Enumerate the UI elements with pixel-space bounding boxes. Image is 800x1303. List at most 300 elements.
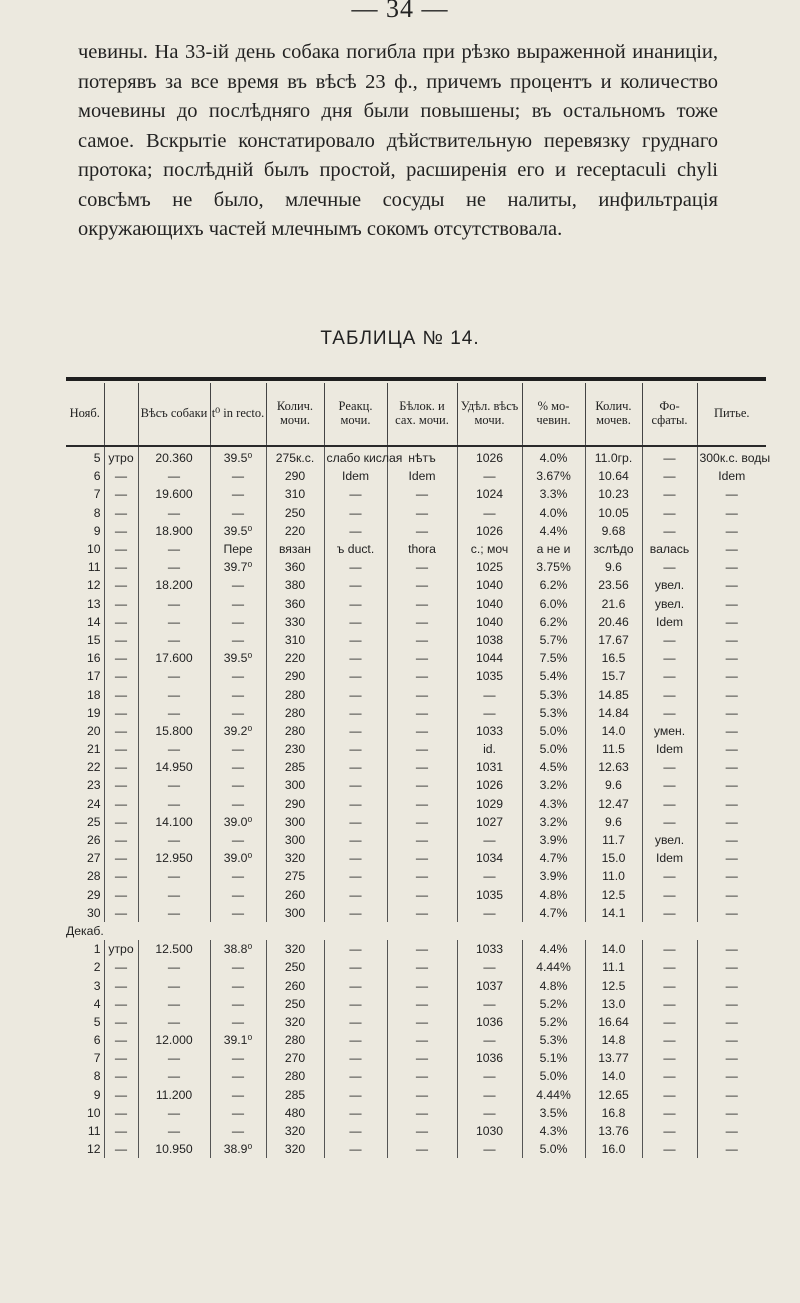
cell-specific-gravity: — xyxy=(457,685,522,703)
cell-drink: — xyxy=(697,995,766,1013)
cell-time: — xyxy=(104,1013,138,1031)
cell-phosphates: Idem xyxy=(642,613,697,631)
cell-phosphates: — xyxy=(642,1049,697,1067)
cell-specific-gravity: — xyxy=(457,831,522,849)
cell-urea-qty: 11.5 xyxy=(585,740,642,758)
cell-specific-gravity: 1026 xyxy=(457,443,522,467)
cell-urea-qty: 12.5 xyxy=(585,886,642,904)
cell-drink: — xyxy=(697,595,766,613)
cell-drink: 300к.с. воды xyxy=(697,443,766,467)
cell-temperature: 38.9⁰ xyxy=(210,1140,266,1158)
cell-weight: — xyxy=(138,904,210,922)
cell-temperature: — xyxy=(210,504,266,522)
cell-time: — xyxy=(104,758,138,776)
cell-specific-gravity: — xyxy=(457,704,522,722)
cell-specific-gravity: — xyxy=(457,867,522,885)
cell-drink: — xyxy=(697,813,766,831)
table-row xyxy=(66,886,766,904)
cell-reaction: ъ duct. xyxy=(324,540,387,558)
cell-protein-sugar: — xyxy=(387,722,457,740)
cell-weight: 20.360 xyxy=(138,443,210,467)
cell-drink: — xyxy=(697,1031,766,1049)
cell-temperature: — xyxy=(210,776,266,794)
table-row xyxy=(66,922,766,940)
cell-specific-gravity: 1035 xyxy=(457,886,522,904)
cell-day: 7 xyxy=(93,487,101,502)
cell-urea-qty: 12.5 xyxy=(585,976,642,994)
cell-phosphates: — xyxy=(642,649,697,667)
cell-drink: — xyxy=(697,1086,766,1104)
cell-phosphates: — xyxy=(642,940,697,958)
cell-urea-qty: 9.6 xyxy=(585,776,642,794)
cell-urea-qty: 14.0 xyxy=(585,940,642,958)
cell-day: 22 xyxy=(86,760,101,775)
cell-urea-qty: 13.77 xyxy=(585,1049,642,1067)
cell-temperature: — xyxy=(210,613,266,631)
cell-urine-qty: 280 xyxy=(266,722,324,740)
cell-urea-qty: 11.0гр. xyxy=(585,443,642,467)
cell-weight: — xyxy=(138,1067,210,1085)
cell-urine-qty: 480 xyxy=(266,1104,324,1122)
cell-urea-percent: 5.3% xyxy=(522,704,585,722)
cell-day: 26 xyxy=(86,833,101,848)
cell-specific-gravity: 1033 xyxy=(457,722,522,740)
cell-urine-qty: 230 xyxy=(266,740,324,758)
cell-weight: 12.950 xyxy=(138,849,210,867)
cell-temperature: 38.8⁰ xyxy=(210,940,266,958)
cell-time: — xyxy=(104,1067,138,1085)
cell-urine-qty: вязан xyxy=(266,540,324,558)
header-temperature: t⁰ in recto. xyxy=(210,383,266,443)
cell-reaction: — xyxy=(324,576,387,594)
cell-time: — xyxy=(104,504,138,522)
table-row xyxy=(66,776,766,794)
cell-time: — xyxy=(104,558,138,576)
cell-urea-qty: 10.64 xyxy=(585,467,642,485)
cell-time: утро xyxy=(104,443,138,467)
cell-phosphates: увел. xyxy=(642,576,697,594)
cell-weight: — xyxy=(138,976,210,994)
cell-urea-qty: 14.84 xyxy=(585,704,642,722)
cell-urea-percent: 4.3% xyxy=(522,795,585,813)
month-label: Декаб. xyxy=(66,923,104,938)
cell-day: 13 xyxy=(86,596,101,611)
cell-drink: — xyxy=(697,576,766,594)
cell-time: — xyxy=(104,576,138,594)
cell-urine-qty: 320 xyxy=(266,1140,324,1158)
cell-urea-qty: 12.65 xyxy=(585,1086,642,1104)
cell-urea-qty: 9.6 xyxy=(585,813,642,831)
cell-phosphates: — xyxy=(642,504,697,522)
cell-phosphates: — xyxy=(642,485,697,503)
cell-day: 6 xyxy=(93,1033,101,1048)
cell-urea-qty: 13.0 xyxy=(585,995,642,1013)
cell-protein-sugar: — xyxy=(387,558,457,576)
table-row xyxy=(66,504,766,522)
cell-specific-gravity: 1036 xyxy=(457,1013,522,1031)
cell-time: — xyxy=(104,813,138,831)
cell-weight: — xyxy=(138,1013,210,1031)
table-row xyxy=(66,540,766,558)
cell-drink: — xyxy=(697,685,766,703)
table-row xyxy=(66,631,766,649)
cell-temperature: 39.7⁰ xyxy=(210,558,266,576)
cell-urea-percent: 4.0% xyxy=(522,443,585,467)
table-row xyxy=(66,704,766,722)
cell-urine-qty: 360 xyxy=(266,595,324,613)
cell-urine-qty: 280 xyxy=(266,1031,324,1049)
cell-urea-qty: 17.67 xyxy=(585,631,642,649)
cell-day: 1 xyxy=(93,942,101,957)
table-row xyxy=(66,813,766,831)
cell-urea-percent: 5.0% xyxy=(522,722,585,740)
cell-temperature: Пере xyxy=(210,540,266,558)
cell-protein-sugar: — xyxy=(387,849,457,867)
cell-protein-sugar: — xyxy=(387,613,457,631)
cell-weight: — xyxy=(138,740,210,758)
cell-day: 12 xyxy=(86,1142,101,1157)
cell-weight: — xyxy=(138,631,210,649)
cell-day: 17 xyxy=(86,669,101,684)
cell-phosphates: — xyxy=(642,1086,697,1104)
cell-reaction: — xyxy=(324,995,387,1013)
cell-day: 11 xyxy=(87,1124,101,1139)
cell-weight: 14.950 xyxy=(138,758,210,776)
cell-temperature: 39.5⁰ xyxy=(210,649,266,667)
cell-temperature: — xyxy=(210,1104,266,1122)
cell-weight: — xyxy=(138,831,210,849)
cell-drink: — xyxy=(697,776,766,794)
cell-specific-gravity: 1040 xyxy=(457,595,522,613)
cell-urine-qty: 250 xyxy=(266,995,324,1013)
cell-specific-gravity: 1035 xyxy=(457,667,522,685)
cell-phosphates: — xyxy=(642,1140,697,1158)
cell-urea-percent: 4.5% xyxy=(522,758,585,776)
cell-drink: — xyxy=(697,1140,766,1158)
cell-reaction: — xyxy=(324,758,387,776)
cell-day: 8 xyxy=(93,505,101,520)
cell-urea-qty: 16.0 xyxy=(585,1140,642,1158)
table-row xyxy=(66,795,766,813)
cell-urine-qty: 260 xyxy=(266,976,324,994)
cell-specific-gravity: 1044 xyxy=(457,649,522,667)
cell-specific-gravity: 1034 xyxy=(457,849,522,867)
cell-urea-qty: 9.6 xyxy=(585,558,642,576)
cell-drink: — xyxy=(697,831,766,849)
cell-reaction: — xyxy=(324,976,387,994)
cell-weight: — xyxy=(138,1104,210,1122)
cell-drink: — xyxy=(697,867,766,885)
cell-drink: — xyxy=(697,795,766,813)
cell-day: 5 xyxy=(93,1014,101,1029)
cell-temperature: — xyxy=(210,1049,266,1067)
cell-urine-qty: 320 xyxy=(266,940,324,958)
cell-phosphates: — xyxy=(642,904,697,922)
cell-weight: — xyxy=(138,595,210,613)
cell-reaction: — xyxy=(324,1086,387,1104)
cell-drink: — xyxy=(697,1049,766,1067)
cell-reaction: — xyxy=(324,722,387,740)
cell-time: — xyxy=(104,849,138,867)
cell-protein-sugar: — xyxy=(387,504,457,522)
header-drink: Питье. xyxy=(697,383,766,443)
cell-urea-percent: 3.67% xyxy=(522,467,585,485)
cell-protein-sugar: — xyxy=(387,958,457,976)
cell-weight: — xyxy=(138,886,210,904)
cell-urea-percent: 5.4% xyxy=(522,667,585,685)
cell-time: — xyxy=(104,1104,138,1122)
cell-urine-qty: 285 xyxy=(266,1086,324,1104)
cell-reaction: — xyxy=(324,558,387,576)
cell-urea-qty: 16.5 xyxy=(585,649,642,667)
cell-protein-sugar: — xyxy=(387,649,457,667)
cell-time: — xyxy=(104,649,138,667)
cell-urea-qty: 11.7 xyxy=(585,831,642,849)
cell-specific-gravity: — xyxy=(457,995,522,1013)
cell-drink: — xyxy=(697,1067,766,1085)
header-protein-sugar: Бѣлок. и сах. мочи. xyxy=(387,383,457,443)
cell-day: 10 xyxy=(86,542,101,557)
cell-temperature: — xyxy=(210,831,266,849)
cell-specific-gravity: 1036 xyxy=(457,1049,522,1067)
cell-phosphates: умен. xyxy=(642,722,697,740)
cell-urine-qty: 280 xyxy=(266,685,324,703)
cell-urea-percent: 4.8% xyxy=(522,886,585,904)
cell-temperature: — xyxy=(210,795,266,813)
cell-urine-qty: 290 xyxy=(266,667,324,685)
cell-protein-sugar: — xyxy=(387,522,457,540)
cell-phosphates: — xyxy=(642,976,697,994)
table-row xyxy=(66,831,766,849)
cell-time: — xyxy=(104,522,138,540)
cell-urea-percent: 6.2% xyxy=(522,613,585,631)
cell-time: — xyxy=(104,886,138,904)
cell-specific-gravity: 1031 xyxy=(457,758,522,776)
cell-reaction: — xyxy=(324,867,387,885)
cell-phosphates: — xyxy=(642,995,697,1013)
cell-protein-sugar: — xyxy=(387,867,457,885)
cell-day: 12 xyxy=(86,578,101,593)
cell-urine-qty: 320 xyxy=(266,1013,324,1031)
cell-day: 2 xyxy=(93,960,101,975)
cell-reaction: — xyxy=(324,631,387,649)
cell-urine-qty: 285 xyxy=(266,758,324,776)
cell-phosphates: — xyxy=(642,685,697,703)
cell-urea-qty: 11.0 xyxy=(585,867,642,885)
cell-temperature: — xyxy=(210,740,266,758)
cell-phosphates: — xyxy=(642,886,697,904)
cell-temperature: — xyxy=(210,867,266,885)
cell-time: — xyxy=(104,595,138,613)
table-row xyxy=(66,595,766,613)
cell-reaction: — xyxy=(324,1049,387,1067)
table-row xyxy=(66,613,766,631)
cell-reaction: — xyxy=(324,704,387,722)
cell-protein-sugar: — xyxy=(387,813,457,831)
cell-phosphates: увел. xyxy=(642,831,697,849)
cell-day: 7 xyxy=(93,1051,101,1066)
cell-urine-qty: 300 xyxy=(266,904,324,922)
cell-protein-sugar: — xyxy=(387,940,457,958)
cell-urea-percent: 5.7% xyxy=(522,631,585,649)
table-row xyxy=(66,1031,766,1049)
cell-temperature: — xyxy=(210,595,266,613)
cell-urine-qty: 300 xyxy=(266,813,324,831)
header-month: Нояб. xyxy=(69,406,100,420)
table-row xyxy=(66,685,766,703)
cell-urine-qty: 250 xyxy=(266,958,324,976)
cell-drink: — xyxy=(697,958,766,976)
cell-phosphates: — xyxy=(642,667,697,685)
cell-drink: — xyxy=(697,522,766,540)
cell-phosphates: валась xyxy=(642,540,697,558)
table-row xyxy=(66,667,766,685)
cell-urea-qty: 10.23 xyxy=(585,485,642,503)
cell-weight: 11.200 xyxy=(138,1086,210,1104)
cell-phosphates: — xyxy=(642,813,697,831)
paragraph-text: чевины. На 33-iй день собака погибла при рѣзко выраженной инаниціи, потерявъ за все время въ вѣсѣ 23 ф., причемъ процентъ и количество мочевины до послѣдняго дня были повышены; въ остальномъ тоже самое. Вскрытіе констатировало дѣйствительную перевязку груднаго протока; послѣдній былъ простой, расширенія его и receptaculi chyli совсѣмъ не было, млечные сосуды не налиты, инфильтрація окружающихъ частей млечнымъ сокомъ отсутствовала. xyxy=(78,41,718,240)
cell-specific-gravity: 1038 xyxy=(457,631,522,649)
cell-reaction: — xyxy=(324,904,387,922)
cell-temperature: 39.5⁰ xyxy=(210,522,266,540)
cell-phosphates: — xyxy=(642,631,697,649)
cell-specific-gravity: — xyxy=(457,1104,522,1122)
cell-phosphates: — xyxy=(642,1013,697,1031)
cell-protein-sugar: — xyxy=(387,758,457,776)
cell-urea-qty: 10.05 xyxy=(585,504,642,522)
cell-urea-qty: 14.0 xyxy=(585,1067,642,1085)
header-phosphates: Фо-сфаты. xyxy=(642,383,697,443)
cell-protein-sugar: нѣтъ xyxy=(387,443,457,467)
cell-urea-percent: 3.75% xyxy=(522,558,585,576)
cell-protein-sugar: — xyxy=(387,1140,457,1158)
cell-temperature: 39.0⁰ xyxy=(210,813,266,831)
cell-temperature: — xyxy=(210,576,266,594)
cell-urea-percent: 4.4% xyxy=(522,940,585,958)
cell-weight: — xyxy=(138,504,210,522)
table-row xyxy=(66,1140,766,1158)
cell-time: — xyxy=(104,613,138,631)
cell-specific-gravity: 1029 xyxy=(457,795,522,813)
cell-weight: — xyxy=(138,958,210,976)
header-bottom-rule xyxy=(66,445,766,447)
cell-day: 9 xyxy=(93,1087,101,1102)
table-row xyxy=(66,1013,766,1031)
cell-reaction: — xyxy=(324,522,387,540)
cell-specific-gravity: 1037 xyxy=(457,976,522,994)
cell-urine-qty: 250 xyxy=(266,504,324,522)
table-row xyxy=(66,1049,766,1067)
cell-weight: 17.600 xyxy=(138,649,210,667)
cell-drink: — xyxy=(697,1122,766,1140)
cell-reaction: — xyxy=(324,813,387,831)
cell-urea-qty: 16.8 xyxy=(585,1104,642,1122)
cell-time: — xyxy=(104,904,138,922)
cell-urine-qty: 280 xyxy=(266,1067,324,1085)
cell-urea-qty: 14.0 xyxy=(585,722,642,740)
cell-day: 19 xyxy=(86,705,101,720)
cell-drink: — xyxy=(697,540,766,558)
table-row xyxy=(66,995,766,1013)
cell-reaction: — xyxy=(324,849,387,867)
cell-urine-qty: 220 xyxy=(266,522,324,540)
cell-reaction: — xyxy=(324,1122,387,1140)
cell-urine-qty: 270 xyxy=(266,1049,324,1067)
cell-urine-qty: 220 xyxy=(266,649,324,667)
cell-urea-percent: 5.0% xyxy=(522,740,585,758)
cell-specific-gravity: 1025 xyxy=(457,558,522,576)
table-title: ТАБЛИЦА № 14. xyxy=(320,328,480,349)
cell-urea-qty: 21.6 xyxy=(585,595,642,613)
cell-protein-sugar: thora xyxy=(387,540,457,558)
cell-time: — xyxy=(104,976,138,994)
cell-urea-qty: 14.85 xyxy=(585,685,642,703)
cell-day: 18 xyxy=(86,687,101,702)
header-specific-gravity: Удѣл. вѣсъ мочи. xyxy=(457,383,522,443)
cell-specific-gravity: 1040 xyxy=(457,613,522,631)
cell-temperature: — xyxy=(210,1122,266,1140)
cell-phosphates: — xyxy=(642,704,697,722)
cell-reaction: — xyxy=(324,1140,387,1158)
cell-drink: — xyxy=(697,631,766,649)
cell-protein-sugar: — xyxy=(387,1104,457,1122)
cell-weight: — xyxy=(138,467,210,485)
cell-specific-gravity: — xyxy=(457,1067,522,1085)
cell-temperature: 39.0⁰ xyxy=(210,849,266,867)
cell-temperature: 39.1⁰ xyxy=(210,1031,266,1049)
cell-reaction: — xyxy=(324,831,387,849)
cell-phosphates: — xyxy=(642,1104,697,1122)
cell-reaction: — xyxy=(324,886,387,904)
cell-urea-percent: 3.9% xyxy=(522,831,585,849)
cell-time: утро xyxy=(104,940,138,958)
cell-protein-sugar: — xyxy=(387,1067,457,1085)
cell-phosphates: — xyxy=(642,1067,697,1085)
cell-weight: 18.900 xyxy=(138,522,210,540)
cell-urine-qty: 280 xyxy=(266,704,324,722)
cell-urine-qty: 320 xyxy=(266,849,324,867)
cell-reaction: — xyxy=(324,1104,387,1122)
cell-temperature: — xyxy=(210,704,266,722)
table-top-rule xyxy=(66,377,766,381)
cell-reaction: — xyxy=(324,1031,387,1049)
header-time xyxy=(104,383,138,443)
cell-drink: — xyxy=(697,976,766,994)
cell-urea-percent: 6.2% xyxy=(522,576,585,594)
cell-day: 23 xyxy=(86,778,101,793)
cell-temperature: — xyxy=(210,886,266,904)
cell-weight: — xyxy=(138,704,210,722)
cell-weight: — xyxy=(138,667,210,685)
cell-urine-qty: 310 xyxy=(266,485,324,503)
cell-reaction: — xyxy=(324,613,387,631)
cell-urine-qty: 310 xyxy=(266,631,324,649)
table-row xyxy=(66,867,766,885)
cell-protein-sugar: — xyxy=(387,1013,457,1031)
cell-weight: — xyxy=(138,867,210,885)
cell-drink: — xyxy=(697,649,766,667)
cell-urea-qty: 13.76 xyxy=(585,1122,642,1140)
cell-phosphates: — xyxy=(642,467,697,485)
cell-weight: — xyxy=(138,1049,210,1067)
cell-specific-gravity: 1026 xyxy=(457,522,522,540)
cell-weight: 12.500 xyxy=(138,940,210,958)
table-row xyxy=(66,904,766,922)
cell-drink: — xyxy=(697,740,766,758)
cell-specific-gravity: — xyxy=(457,504,522,522)
cell-urine-qty: 275к.с. xyxy=(266,443,324,467)
data-table xyxy=(66,383,771,1158)
